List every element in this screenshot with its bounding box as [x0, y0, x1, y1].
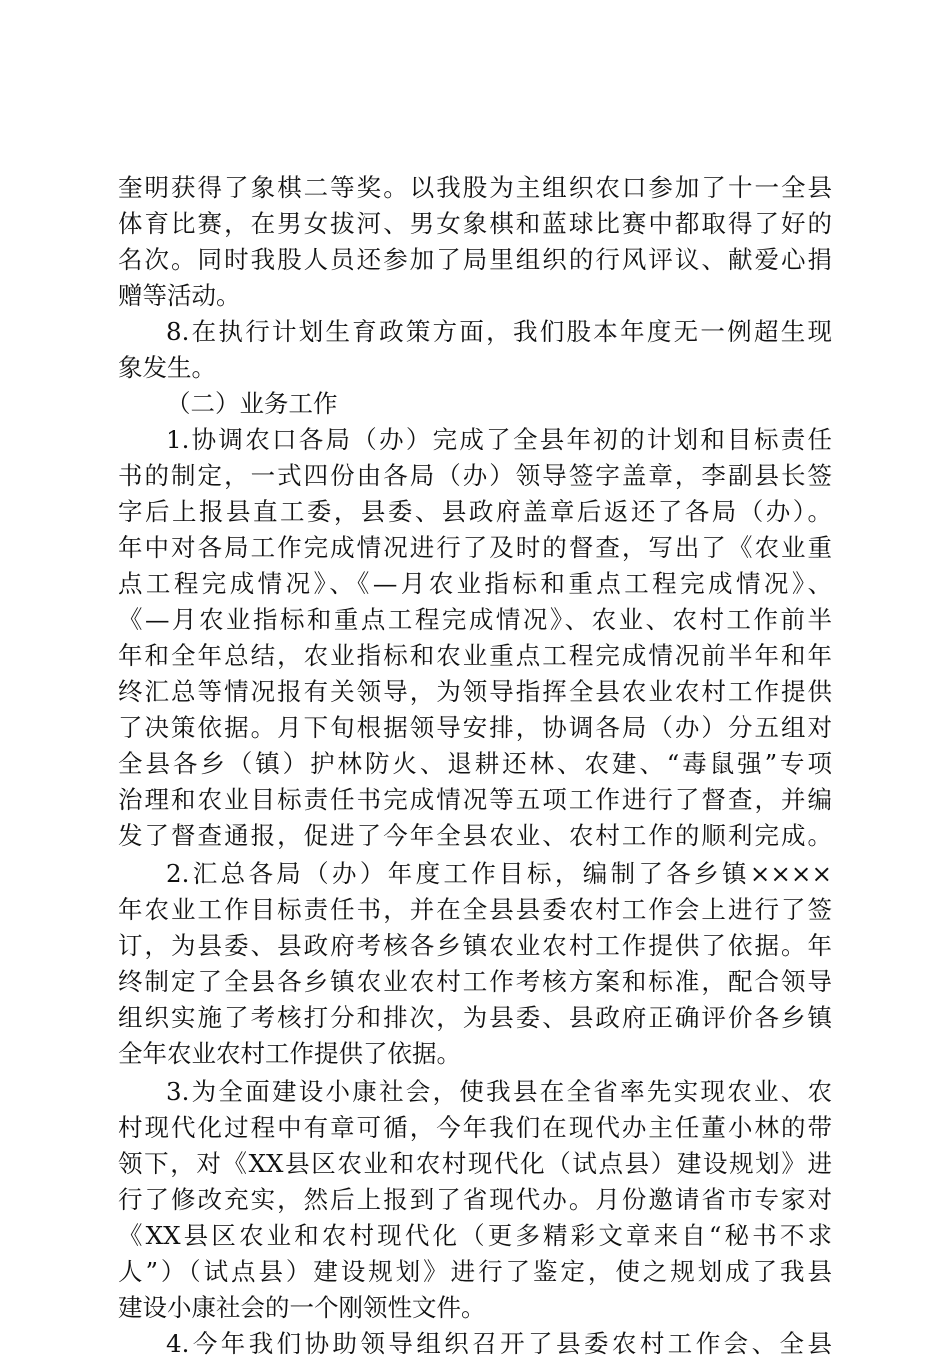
text-line: 点工程完成情况》、《—月农业指标和重点工程完成情况》、 [118, 569, 832, 598]
text-line: 年中对各局工作完成情况进行了及时的督查，写出了《农业重 [118, 533, 832, 562]
text-line: 行了修改充实，然后上报到了省现代办。月份邀请省市专家对 [118, 1185, 832, 1214]
text-line: 发了督查通报，促进了今年全县农业、农村工作的顺利完成。 [118, 821, 832, 850]
text-line: 奎明获得了象棋二等奖。以我股为主组织农口参加了十一全县 [118, 173, 832, 202]
paragraph-start-line: 4.今年我们协助领导组织召开了县委农村工作会、全县 [166, 1329, 832, 1358]
text-line: 了决策依据。月下旬根据领导安排，协调各局（办）分五组对 [118, 713, 832, 742]
text-line: 年农业工作目标责任书，并在全县县委农村工作会上进行了签 [118, 895, 832, 924]
text-line: 终制定了全县各乡镇农业农村工作考核方案和标准，配合领导 [118, 967, 832, 996]
text-line: 全年农业农村工作提供了依据。 [118, 1039, 461, 1068]
text-line: 名次。同时我股人员还参加了局里组织的行风评议、献爱心捐 [118, 245, 832, 274]
text-line: 象发生。 [118, 353, 216, 382]
text-line: 人”）（试点县）建设规划》进行了鉴定，使之规划成了我县 [118, 1257, 832, 1286]
text-line: 村现代化过程中有章可循，今年我们在现代办主任董小林的带 [118, 1113, 832, 1142]
text-line: 治理和农业目标责任书完成情况等五项工作进行了督查，并编 [118, 785, 832, 814]
text-line: 年和全年总结，农业指标和农业重点工程完成情况前半年和年 [118, 641, 832, 670]
paragraph-start-line: 3.为全面建设小康社会，使我县在全省率先实现农业、农 [166, 1077, 832, 1106]
text-line: 赠等活动。 [118, 281, 241, 310]
text-line: 领下，对《XX县区农业和农村现代化（试点县）建设规划》进 [118, 1149, 832, 1178]
section-heading: （二）业务工作 [166, 389, 338, 418]
text-line: 全县各乡（镇）护林防火、退耕还林、农建、“毒鼠强”专项 [118, 749, 832, 778]
text-line: 体育比赛，在男女拔河、男女象棋和蓝球比赛中都取得了好的 [118, 209, 832, 238]
text-line: 组织实施了考核打分和排次，为县委、县政府正确评价各乡镇 [118, 1003, 832, 1032]
text-line: 字后上报县直工委，县委、县政府盖章后返还了各局（办）。 [118, 497, 832, 526]
text-line: 《XX县区农业和农村现代化（更多精彩文章来自“秘书不求 [118, 1221, 832, 1250]
paragraph-start-line: 1.协调农口各局（办）完成了全县年初的计划和目标责任 [166, 425, 832, 454]
paragraph-start-line: 8.在执行计划生育政策方面，我们股本年度无一例超生现 [166, 317, 832, 346]
text-line: 终汇总等情况报有关领导，为领导指挥全县农业农村工作提供 [118, 677, 832, 706]
text-line: 订，为县委、县政府考核各乡镇农业农村工作提供了依据。年 [118, 931, 832, 960]
text-line: 《—月农业指标和重点工程完成情况》、农业、农村工作前半 [118, 605, 832, 634]
text-line: 建设小康社会的一个刚领性文件。 [118, 1293, 486, 1322]
text-line: 书的制定，一式四份由各局（办）领导签字盖章，李副县长签 [118, 461, 832, 490]
paragraph-start-line: 2.汇总各局（办）年度工作目标，编制了各乡镇×××× [166, 859, 832, 888]
